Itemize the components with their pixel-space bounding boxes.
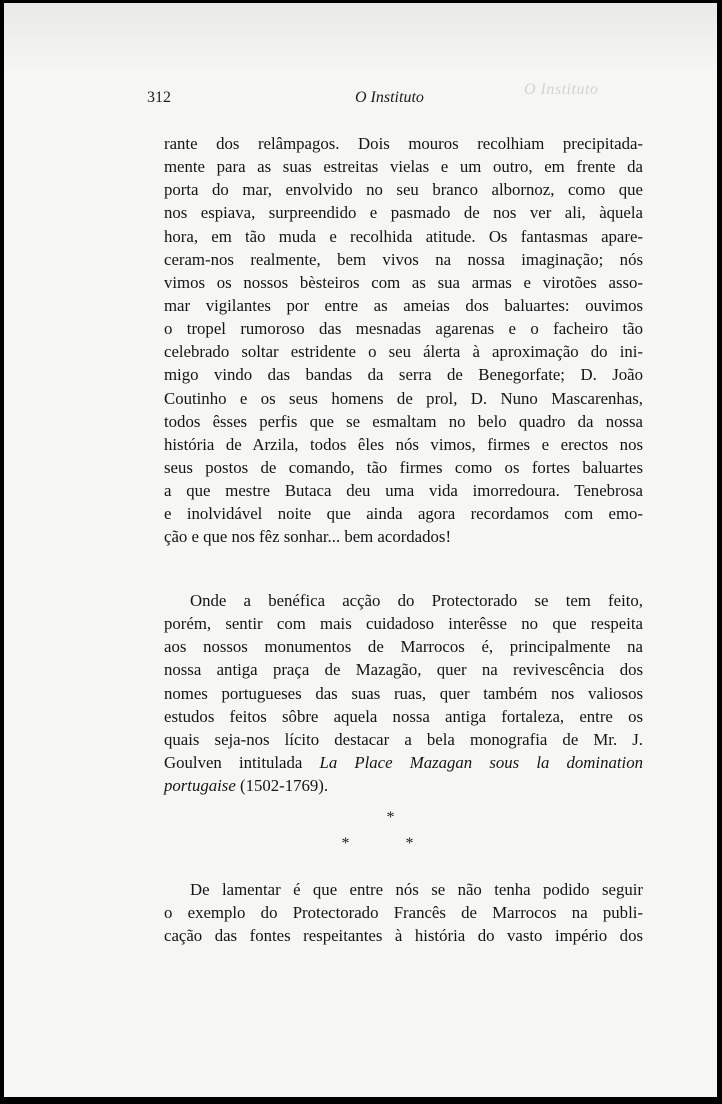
text-line: cação das fontes respeitantes à história do vasto império dos bbox=[164, 926, 643, 946]
running-header bbox=[147, 89, 626, 113]
text-line: hora, em tão muda e recolhida atitude. Os fantasmas apare- bbox=[164, 226, 643, 246]
text-line: De lamentar é que entre nós se não tenha podido seguir bbox=[190, 880, 643, 899]
text-line: e inolvidável noite que ainda agora recordamos com emo- bbox=[164, 504, 643, 524]
text-line bbox=[164, 751, 643, 774]
text-line: ceram-nos realmente, bem vivos na nossa imaginação; nós bbox=[164, 249, 643, 269]
text-line: nomes portugueses das suas ruas, quer também nos valiosos bbox=[164, 683, 643, 703]
text-line: estudos feitos sôbre aquela nossa antiga fortaleza, entre os bbox=[164, 706, 643, 726]
paragraph-2 bbox=[164, 589, 643, 797]
text-line: o exemplo do Protectorado Francês de Marrocos na publi- bbox=[164, 903, 643, 923]
date-range: (1502-1769). bbox=[235, 776, 329, 796]
text-line: Onde a benéfica acção do Protectorado se tem feito, bbox=[190, 591, 643, 610]
line-start: Goulven intitulada bbox=[164, 752, 320, 772]
separator-asterisks-bottom: * * bbox=[341, 835, 440, 852]
text-line: Coutinho e os seus homens de prol, D. Nuno Mascarenhas, bbox=[164, 388, 643, 408]
text-line: celebrado soltar estridente o seu álerta à aproximação do ini- bbox=[164, 342, 643, 362]
separator-asterisk-top: * bbox=[386, 809, 395, 826]
text-line: rante dos relâmpagos. Dois mouros recolhiam precipitada- bbox=[164, 134, 643, 153]
text-line: ção e que nos fêz sonhar... bem acordados! bbox=[164, 527, 452, 547]
book-title-italic-end: portugaise bbox=[164, 776, 236, 796]
text-line: todos êsses perfis que se esmaltam no belo quadro da nossa bbox=[164, 411, 643, 431]
text-line: mente para as suas estreitas vielas e um outro, em frente da bbox=[164, 157, 643, 177]
text-line bbox=[164, 774, 643, 797]
text-line: aos nossos monumentos de Marrocos é, principalmente na bbox=[164, 637, 643, 657]
text-line: porta do mar, envolvido no seu branco albornoz, como que bbox=[164, 180, 643, 200]
paragraph-1 bbox=[164, 132, 643, 549]
text-line: vimos os nossos bèsteiros com as sua armas e virotões asso- bbox=[164, 272, 643, 292]
text-line: a que mestre Butaca deu uma vida imorredoura. Tenebrosa bbox=[164, 481, 643, 501]
text-line: nossa antiga praça de Mazagão, quer na revivescência dos bbox=[164, 660, 643, 680]
text-line: migo vindo das bandas da serra de Benegorfate; D. João bbox=[164, 365, 643, 385]
text-line: nos espiava, surpreendido e pasmado de nos ver ali, àquela bbox=[164, 203, 643, 223]
paragraph-3 bbox=[164, 878, 643, 947]
text-line: o tropel rumoroso das mesnadas agarenas e o facheiro tão bbox=[164, 319, 643, 339]
text-line: quais seja-nos lícito destacar a bela monografia de Mr. J. bbox=[164, 729, 643, 749]
text-line: mar vigilantes por entre as ameias dos baluartes: ouvimos bbox=[164, 295, 643, 315]
book-title-italic: La Place Mazagan sous la domination bbox=[319, 752, 643, 772]
text-line: seus postos de comando, tão firmes como os fortes baluartes bbox=[164, 457, 643, 477]
text-line: porém, sentir com mais cuidadoso interêsse no que respeita bbox=[164, 614, 643, 634]
running-title: O Instituto bbox=[355, 89, 424, 106]
text-line: história de Arzila, todos êles nós vimos, firmes e erectos nos bbox=[164, 434, 643, 454]
bleed-through-text: O Instituto bbox=[524, 81, 599, 98]
book-page bbox=[4, 3, 717, 1097]
page-number: 312 bbox=[147, 89, 171, 106]
